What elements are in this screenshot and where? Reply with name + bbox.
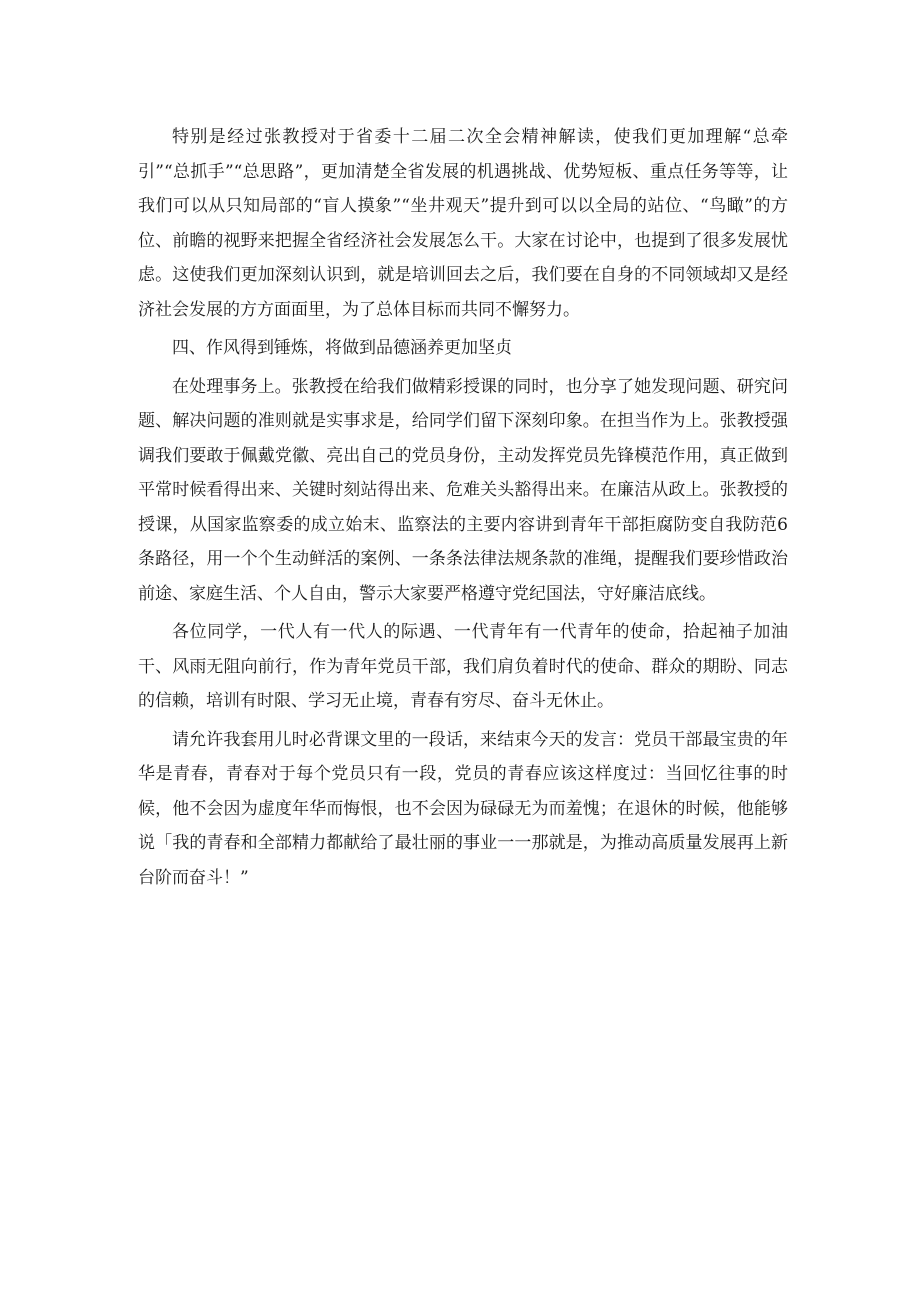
paragraph-conduct-tempering: 在处理事务上。张教授在给我们做精彩授课的同时，也分享了她发现问题、研究问题、解决问题的准则就是实事求是，给同学们留下深刻印象。在担当作为上。张教授强调我们要敢于佩戴党徽、亮出自己的党员身份，主动发挥党员先锋模范作用，真正做到平常时候看得出来、关键时刻站得出来、危难关头豁得出来。在廉洁从政上。张教授的授课，从国家监察委的成立始末、监察法的主要内容讲到青年干部拒腐防变自我防范6条路径，用一个个生动鲜活的案例、一条条法律法规条款的准绳，提醒我们要珍惜政治前途、家庭生活、个人自由，警示大家要严格遵守党纪国法，守好廉洁底线。 bbox=[138, 376, 788, 604]
paragraph-party-plenary-interpretation: 特别是经过张教授对于省委十二届二次全会精神解读，使我们更加理解“总牵引”“总抓手”“总思路”，更加清楚全省发展的机遇挑战、优势短板、重点任务等等，让我们可以从只知局部的“盲人摸象”“坐井观天”提升到可以以全局的站位、“鸟瞰”的方位、前瞻的视野来把握全省经济社会发展怎么干。大家在讨论中，也提到了很多发展忧虑。这使我们更加深刻认识到，就是培训回去之后，我们要在自身的不同领域却又是经济社会发展的方方面面里，为了总体目标而共同不懈努力。 bbox=[138, 127, 788, 320]
paragraph-youth-mission: 各位同学，一代人有一代人的际遇、一代青年有一代青年的使命，拾起袖子加油干、风雨无阻向前行，作为青年党员干部，我们肩负着时代的使命、群众的期盼、同志的信赖，培训有时限、学习无止境，青春有穷尽、奋斗无休止。 bbox=[138, 622, 788, 711]
document-body bbox=[138, 120, 788, 899]
paragraph-closing-quote: 请允许我套用儿时必背课文里的一段话，来结束今天的发言：党员干部最宝贵的年华是青春，青春对于每个党员只有一段，党员的青春应该这样度过：当回忆往事的时候，他不会因为虚度年华而悔恨，也不会因为碌碌无为而羞愧；在退休的时候，他能够说「我的青春和全部精力都献给了最壮丽的事业一一那就是，为推动高质量发展再上新台阶而奋斗！” bbox=[138, 729, 788, 888]
section-heading-four: 四、作风得到锤炼，将做到品德涵养更加坚贞 bbox=[172, 338, 512, 358]
